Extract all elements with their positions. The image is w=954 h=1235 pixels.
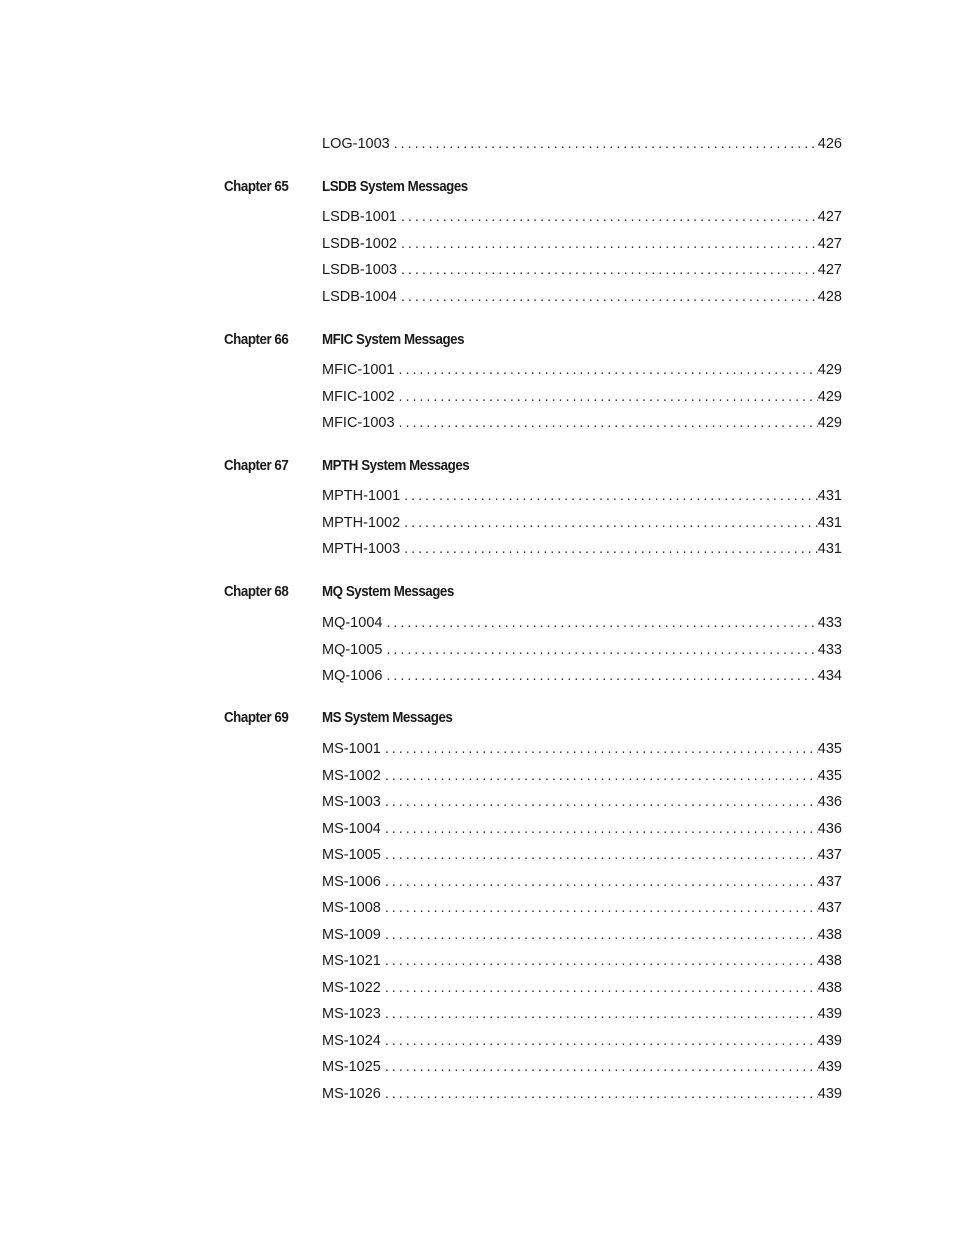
chapter-title[interactable]: LSDB System Messages [322, 179, 468, 195]
toc-entry[interactable] [322, 208, 842, 226]
toc-entry[interactable] [322, 767, 842, 785]
dot-leader [404, 540, 818, 558]
toc-entry-label: MQ-1004 [322, 615, 383, 631]
toc-entry-label: MS-1024 [322, 1033, 381, 1049]
toc-entry[interactable] [322, 820, 842, 838]
toc-entry-label: MS-1008 [322, 900, 381, 916]
dot-leader [385, 952, 818, 970]
toc-entry[interactable] [322, 1085, 842, 1103]
toc-entry[interactable] [322, 667, 842, 685]
toc-entry-page: 427 [817, 262, 842, 278]
toc-entry[interactable] [322, 1058, 842, 1076]
dot-leader [385, 767, 818, 785]
toc-entry-label: MPTH-1001 [322, 488, 401, 504]
toc-entry-label: MFIC-1001 [322, 362, 395, 378]
toc-entry-label: MS-1002 [322, 768, 381, 784]
toc-entry-label: MS-1006 [322, 874, 381, 890]
toc-entry-page: 439 [817, 1086, 842, 1102]
chapter-title[interactable]: MQ System Messages [322, 584, 454, 600]
toc-entry-page: 431 [817, 541, 842, 557]
dot-leader [399, 388, 818, 406]
toc-entry-page: 431 [817, 515, 842, 531]
toc-entry[interactable] [322, 235, 842, 253]
toc-entry-label: MS-1005 [322, 847, 381, 863]
toc-entry-page: 438 [817, 980, 842, 996]
dot-leader [385, 873, 818, 891]
dot-leader [385, 1058, 818, 1076]
toc-entry-label: MS-1001 [322, 741, 381, 757]
toc-entry[interactable] [322, 793, 842, 811]
toc-entry-page: 429 [817, 362, 842, 378]
dot-leader [404, 514, 818, 532]
toc-entry-label: LSDB-1004 [322, 289, 397, 305]
toc-entry-label: LSDB-1001 [322, 209, 397, 225]
dot-leader [401, 208, 818, 226]
dot-leader [385, 1005, 818, 1023]
dot-leader [401, 261, 818, 279]
chapter-title[interactable]: MFIC System Messages [322, 332, 465, 348]
toc-entry-label: MPTH-1003 [322, 541, 401, 557]
toc-entry-page: 429 [817, 415, 842, 431]
toc-entry-label: MS-1021 [322, 953, 381, 969]
toc-entry-label: MQ-1006 [322, 668, 383, 684]
toc-entry-label: MS-1025 [322, 1059, 381, 1075]
toc-entry-page: 427 [817, 236, 842, 252]
toc-entry-page: 438 [817, 953, 842, 969]
toc-entry-page: 437 [817, 847, 842, 863]
dot-leader [385, 820, 818, 838]
toc-entry-page: 431 [817, 488, 842, 504]
toc-entry[interactable] [322, 846, 842, 864]
toc-entry[interactable] [322, 740, 842, 758]
toc-entry[interactable] [322, 514, 842, 532]
dot-leader [399, 361, 818, 379]
toc-entry-page: 439 [817, 1033, 842, 1049]
toc-entry-label: MS-1022 [322, 980, 381, 996]
toc-entry[interactable] [322, 1005, 842, 1023]
toc-entry-label: MS-1003 [322, 794, 381, 810]
toc-entry-label: MFIC-1003 [322, 415, 395, 431]
dot-leader [385, 846, 818, 864]
toc-entry-page: 433 [817, 642, 842, 658]
toc-entry-page: 437 [817, 900, 842, 916]
dot-leader [386, 614, 817, 632]
dot-leader [394, 135, 818, 153]
toc-entry-page: 434 [817, 668, 842, 684]
toc-entry-page: 437 [817, 874, 842, 890]
toc-entry[interactable] [322, 288, 842, 306]
toc-entry[interactable] [322, 540, 842, 558]
chapter-number: Chapter 65 [224, 179, 289, 195]
toc-entry[interactable] [322, 641, 842, 659]
toc-entry-label: MS-1009 [322, 927, 381, 943]
toc-entry-label: MS-1026 [322, 1086, 381, 1102]
toc-entry-label: MQ-1005 [322, 642, 383, 658]
toc-entry[interactable] [322, 952, 842, 970]
toc-entry-page: 435 [817, 741, 842, 757]
toc-entry[interactable] [322, 899, 842, 917]
toc-entry-page: 438 [817, 927, 842, 943]
toc-entry[interactable] [322, 388, 842, 406]
chapter-number: Chapter 68 [224, 584, 289, 600]
toc-entry-page: 439 [817, 1059, 842, 1075]
toc-entry-page: 429 [817, 389, 842, 405]
dot-leader [399, 414, 818, 432]
toc-entry-label: LSDB-1002 [322, 236, 397, 252]
toc-entry[interactable] [322, 361, 842, 379]
chapter-number: Chapter 66 [224, 332, 289, 348]
toc-entry-page: 433 [817, 615, 842, 631]
chapter-number: Chapter 67 [224, 458, 289, 474]
toc-entry-label: LSDB-1003 [322, 262, 397, 278]
dot-leader [385, 979, 818, 997]
toc-entry-page: 428 [817, 289, 842, 305]
toc-entry-label: MS-1004 [322, 821, 381, 837]
toc-entry-label: LOG-1003 [322, 136, 390, 152]
toc-entry-page: 435 [817, 768, 842, 784]
toc-entry[interactable] [322, 873, 842, 891]
toc-entry[interactable] [322, 614, 842, 632]
dot-leader [385, 793, 818, 811]
dot-leader [401, 288, 818, 306]
toc-entry-page: 427 [817, 209, 842, 225]
toc-entry[interactable] [322, 1032, 842, 1050]
chapter-number: Chapter 69 [224, 710, 289, 726]
dot-leader [386, 641, 817, 659]
dot-leader [404, 487, 818, 505]
dot-leader [386, 667, 817, 685]
dot-leader [385, 1085, 818, 1103]
toc-entry[interactable] [322, 261, 842, 279]
dot-leader [385, 740, 818, 758]
chapter-title[interactable]: MS System Messages [322, 710, 453, 726]
dot-leader [385, 926, 818, 944]
toc-entry-page: 436 [817, 821, 842, 837]
toc-entry-lead[interactable] [322, 135, 842, 153]
toc-entry[interactable] [322, 979, 842, 997]
toc-entry-page: 439 [817, 1006, 842, 1022]
chapter-title[interactable]: MPTH System Messages [322, 458, 470, 474]
toc-entry[interactable] [322, 414, 842, 432]
toc-entry-label: MS-1023 [322, 1006, 381, 1022]
dot-leader [385, 899, 818, 917]
dot-leader [385, 1032, 818, 1050]
toc-entry[interactable] [322, 926, 842, 944]
toc-entry-page: 436 [817, 794, 842, 810]
toc-entry-label: MFIC-1002 [322, 389, 395, 405]
dot-leader [401, 235, 818, 253]
toc-entry-page: 426 [817, 136, 842, 152]
toc-entry-label: MPTH-1002 [322, 515, 401, 531]
toc-entry[interactable] [322, 487, 842, 505]
